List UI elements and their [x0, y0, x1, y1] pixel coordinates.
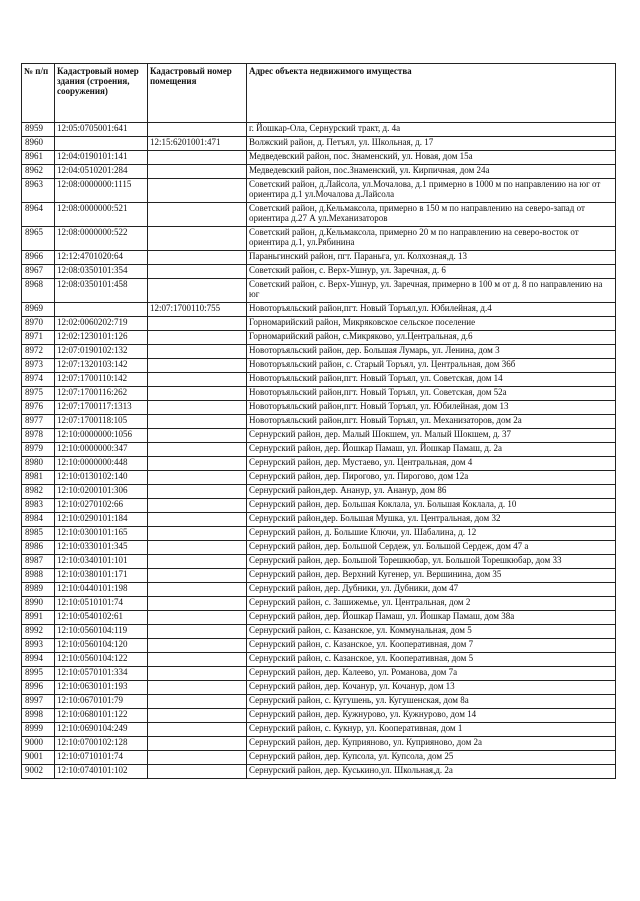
address: Сернурский район, дер. Мустаево, ул. Центральная, дом 4	[247, 457, 616, 471]
premises-cadastral-number	[148, 123, 247, 137]
building-cadastral-number: 12:07:1700117:1313	[55, 401, 148, 415]
row-number: 8977	[22, 415, 55, 429]
row-number: 8999	[22, 723, 55, 737]
address: Сернурский район, с. Казанское, ул. Коммунальная, дом 5	[247, 625, 616, 639]
premises-cadastral-number	[148, 513, 247, 527]
address: Советский район, д.Лайсола, ул.Мочалова, д.1 примерно в 1000 м по направлению на юг от ориентира д.1 ул.Мочалова д.Лайсола	[247, 179, 616, 203]
building-cadastral-number: 12:10:0630101:193	[55, 681, 148, 695]
address: Новоторъяльский район,пгт. Новый Торъял, ул. Механизаторов, дом 2а	[247, 415, 616, 429]
premises-cadastral-number	[148, 751, 247, 765]
table-row	[22, 471, 616, 485]
address: Горномарийский район, с.Микряково, ул.Центральная, д.6	[247, 331, 616, 345]
table-row	[22, 555, 616, 569]
table-row	[22, 331, 616, 345]
row-number: 8988	[22, 569, 55, 583]
premises-cadastral-number	[148, 415, 247, 429]
address: Советский район, с. Верх-Ушнур, ул. Заречная, д. 6	[247, 265, 616, 279]
address: Сернурский район, дер. Йошкар Памаш, ул. Йошкар Памаш, д. 2а	[247, 443, 616, 457]
premises-cadastral-number	[148, 443, 247, 457]
address: Сернурский район, дер. Большая Коклала, ул. Большая Коклала, д. 10	[247, 499, 616, 513]
building-cadastral-number: 12:10:0000000:347	[55, 443, 148, 457]
table-row	[22, 359, 616, 373]
address: Советский район, д.Кельмаксола, примерно в 150 м по направлению на северо-запад от ориентира д.27 А ул.Механизаторов	[247, 203, 616, 227]
address: Сернурский район, дер. Пирогово, ул. Пирогово, дом 12а	[247, 471, 616, 485]
address: Горномарийский район, Микряковское сельское поселение	[247, 317, 616, 331]
premises-cadastral-number	[148, 681, 247, 695]
building-cadastral-number: 12:10:0570101:334	[55, 667, 148, 681]
row-number: 8971	[22, 331, 55, 345]
premises-cadastral-number	[148, 625, 247, 639]
premises-cadastral-number	[148, 667, 247, 681]
building-cadastral-number: 12:10:0510101:74	[55, 597, 148, 611]
address: Сернурский район, дер. Кужнурово, ул. Кужнурово, дом 14	[247, 709, 616, 723]
address: Сернурский район, дер. Дубники, ул. Дубники, дом 47	[247, 583, 616, 597]
row-number: 8976	[22, 401, 55, 415]
table-row	[22, 513, 616, 527]
table-row	[22, 123, 616, 137]
building-cadastral-number: 12:10:0670101:79	[55, 695, 148, 709]
address: Медведевский район, пос. Знаменский, ул. Новая, дом 15а	[247, 151, 616, 165]
building-cadastral-number: 12:10:0000000:448	[55, 457, 148, 471]
address: Сернурский район, дер. Куприяново, ул. Куприяново, дом 2а	[247, 737, 616, 751]
row-number: 8963	[22, 179, 55, 203]
address: Советский район, д.Кельмаксола, примерно 20 м по направлению на северо-восток от ориентира д.1, ул.Рябинина	[247, 227, 616, 251]
premises-cadastral-number	[148, 583, 247, 597]
building-cadastral-number: 12:12:4701020:64	[55, 251, 148, 265]
premises-cadastral-number	[148, 471, 247, 485]
table-row	[22, 499, 616, 513]
building-cadastral-number: 12:10:0340101:101	[55, 555, 148, 569]
building-cadastral-number: 12:10:0200101:306	[55, 485, 148, 499]
building-cadastral-number: 12:10:0540102:61	[55, 611, 148, 625]
table-row	[22, 709, 616, 723]
address: Сернурский район, дер. Верхний Кугенер, ул. Вершинина, дом 35	[247, 569, 616, 583]
table-row	[22, 151, 616, 165]
premises-cadastral-number	[148, 345, 247, 359]
row-number: 8974	[22, 373, 55, 387]
premises-cadastral-number	[148, 359, 247, 373]
address: Волжский район, д. Петъял, ул. Школьная, д. 17	[247, 137, 616, 151]
table-row	[22, 583, 616, 597]
premises-cadastral-number	[148, 429, 247, 443]
premises-cadastral-number	[148, 203, 247, 227]
row-number: 8989	[22, 583, 55, 597]
address: Новоторъяльский район,пгт. Новый Торъял, ул. Советская, дом 14	[247, 373, 616, 387]
building-cadastral-number	[55, 303, 148, 317]
address: Новоторъяльский район, с. Старый Торъял, ул. Центральная, дом 36б	[247, 359, 616, 373]
building-cadastral-number: 12:07:1700116:262	[55, 387, 148, 401]
table-body	[22, 123, 616, 779]
building-cadastral-number	[55, 137, 148, 151]
premises-cadastral-number	[148, 723, 247, 737]
table-row	[22, 443, 616, 457]
building-cadastral-number: 12:07:1700118:105	[55, 415, 148, 429]
premises-cadastral-number	[148, 485, 247, 499]
building-cadastral-number: 12:10:0680101:122	[55, 709, 148, 723]
table-row	[22, 251, 616, 265]
row-number: 8991	[22, 611, 55, 625]
premises-cadastral-number	[148, 569, 247, 583]
row-number: 8987	[22, 555, 55, 569]
building-cadastral-number: 12:08:0000000:522	[55, 227, 148, 251]
premises-cadastral-number	[148, 387, 247, 401]
table-row	[22, 653, 616, 667]
table-row	[22, 639, 616, 653]
row-number: 8981	[22, 471, 55, 485]
row-number: 8972	[22, 345, 55, 359]
row-number: 8961	[22, 151, 55, 165]
address: Сернурский район, дер. Купсола, ул. Купсола, дом 25	[247, 751, 616, 765]
building-cadastral-number: 12:05:0705001:641	[55, 123, 148, 137]
building-cadastral-number: 12:04:0190101:141	[55, 151, 148, 165]
address: г. Йошкар-Ола, Сернурский тракт, д. 4а	[247, 123, 616, 137]
building-cadastral-number: 12:10:0130102:140	[55, 471, 148, 485]
table-row	[22, 415, 616, 429]
premises-cadastral-number	[148, 597, 247, 611]
row-number: 8979	[22, 443, 55, 457]
building-cadastral-number: 12:10:0740101:102	[55, 765, 148, 779]
address: Сернурский район, дер. Йошкар Памаш, ул. Йошкар Памаш, дом 38а	[247, 611, 616, 625]
row-number: 9001	[22, 751, 55, 765]
building-cadastral-number: 12:10:0300101:165	[55, 527, 148, 541]
building-cadastral-number: 12:02:0060202:719	[55, 317, 148, 331]
building-cadastral-number: 12:02:1230101:126	[55, 331, 148, 345]
address: Параньгинский район, пгт. Параньга, ул. Колхозная,д. 13	[247, 251, 616, 265]
premises-cadastral-number	[148, 639, 247, 653]
row-number: 8973	[22, 359, 55, 373]
row-number: 9002	[22, 765, 55, 779]
row-number: 8965	[22, 227, 55, 251]
table-header-row	[22, 64, 616, 123]
premises-cadastral-number	[148, 279, 247, 303]
premises-cadastral-number: 12:15:6201001:471	[148, 137, 247, 151]
building-cadastral-number: 12:04:0510201:284	[55, 165, 148, 179]
premises-cadastral-number	[148, 251, 247, 265]
table-row	[22, 625, 616, 639]
address: Сернурский район, дер. Калеево, ул. Романова, дом 7а	[247, 667, 616, 681]
row-number: 8995	[22, 667, 55, 681]
premises-cadastral-number	[148, 541, 247, 555]
row-number: 8975	[22, 387, 55, 401]
row-number: 8994	[22, 653, 55, 667]
registry-table-container	[21, 63, 616, 779]
row-number: 8982	[22, 485, 55, 499]
row-number: 8967	[22, 265, 55, 279]
table-row	[22, 751, 616, 765]
address: Новоторъяльский район, дер. Большая Лумарь, ул. Ленина, дом 3	[247, 345, 616, 359]
row-number: 8985	[22, 527, 55, 541]
building-cadastral-number: 12:07:1700110:142	[55, 373, 148, 387]
table-row	[22, 387, 616, 401]
table-row	[22, 317, 616, 331]
premises-cadastral-number	[148, 331, 247, 345]
header-address: Адрес объекта недвижимого имущества	[247, 64, 616, 123]
building-cadastral-number: 12:10:0440101:198	[55, 583, 148, 597]
building-cadastral-number: 12:10:0000000:1056	[55, 429, 148, 443]
table-row	[22, 137, 616, 151]
table-row	[22, 457, 616, 471]
building-cadastral-number: 12:10:0330101:345	[55, 541, 148, 555]
address: Сернурский район, дер. Большой Сердеж, ул. Большой Сердеж, дом 47 а	[247, 541, 616, 555]
address: Сернурский район, д. Большие Ключи, ул. Шабалина, д. 12	[247, 527, 616, 541]
address: Новоторъяльский район,пгт. Новый Торъял,ул. Юбилейная, д.4	[247, 303, 616, 317]
premises-cadastral-number	[148, 401, 247, 415]
building-cadastral-number: 12:10:0290101:184	[55, 513, 148, 527]
building-cadastral-number: 12:10:0270102:66	[55, 499, 148, 513]
table-row	[22, 203, 616, 227]
address: Сернурский район, дер. Малый Шокшем, ул. Малый Шокшем, д. 37	[247, 429, 616, 443]
premises-cadastral-number	[148, 373, 247, 387]
address: Новоторъяльский район,пгт. Новый Торъял, ул. Юбилейная, дом 13	[247, 401, 616, 415]
building-cadastral-number: 12:10:0700102:128	[55, 737, 148, 751]
building-cadastral-number: 12:10:0560104:122	[55, 653, 148, 667]
address: Сернурский район, с. Кукнур, ул. Кооперативная, дом 1	[247, 723, 616, 737]
address: Сернурский район, дер. Куськино,ул. Школьная,д. 2а	[247, 765, 616, 779]
row-number: 8968	[22, 279, 55, 303]
property-registry-table	[21, 63, 616, 779]
address: Сернурский район, с. Зашижемье, ул. Центральная, дом 2	[247, 597, 616, 611]
address: Сернурский район,дер. Ананур, ул. Ананур, дом 86	[247, 485, 616, 499]
table-row	[22, 485, 616, 499]
row-number: 8964	[22, 203, 55, 227]
table-row	[22, 541, 616, 555]
premises-cadastral-number	[148, 227, 247, 251]
premises-cadastral-number	[148, 151, 247, 165]
table-row	[22, 667, 616, 681]
building-cadastral-number: 12:07:1320103:142	[55, 359, 148, 373]
header-premises-cadastral: Кадастровый номер помещения	[148, 64, 247, 123]
row-number: 8983	[22, 499, 55, 513]
table-row	[22, 681, 616, 695]
address: Медведевский район, пос.Знаменский, ул. Кирпичная, дом 24а	[247, 165, 616, 179]
premises-cadastral-number	[148, 265, 247, 279]
building-cadastral-number: 12:10:0690104:249	[55, 723, 148, 737]
row-number: 8997	[22, 695, 55, 709]
header-number: № п/п	[22, 64, 55, 123]
table-row	[22, 527, 616, 541]
header-building-cadastral: Кадастровый номер здания (строения, сооружения)	[55, 64, 148, 123]
table-row	[22, 303, 616, 317]
table-row	[22, 165, 616, 179]
row-number: 8998	[22, 709, 55, 723]
table-row	[22, 373, 616, 387]
address: Сернурский район, с. Казанское, ул. Кооперативная, дом 7	[247, 639, 616, 653]
table-row	[22, 401, 616, 415]
building-cadastral-number: 12:10:0560104:119	[55, 625, 148, 639]
building-cadastral-number: 12:08:0350101:458	[55, 279, 148, 303]
building-cadastral-number: 12:07:0190102:132	[55, 345, 148, 359]
address: Новоторъяльский район,пгт. Новый Торъял, ул. Советская, дом 52а	[247, 387, 616, 401]
premises-cadastral-number	[148, 765, 247, 779]
row-number: 8978	[22, 429, 55, 443]
premises-cadastral-number	[148, 611, 247, 625]
table-row	[22, 265, 616, 279]
premises-cadastral-number: 12:07:1700110:755	[148, 303, 247, 317]
table-row	[22, 179, 616, 203]
address: Сернурский район, дер. Большой Торешкюбар, ул. Большой Торешкюбар, дом 33	[247, 555, 616, 569]
address: Сернурский район, с. Кугушень, ул. Кугушенская, дом 8а	[247, 695, 616, 709]
table-row	[22, 569, 616, 583]
premises-cadastral-number	[148, 527, 247, 541]
row-number: 9000	[22, 737, 55, 751]
row-number: 8960	[22, 137, 55, 151]
building-cadastral-number: 12:10:0380101:171	[55, 569, 148, 583]
row-number: 8986	[22, 541, 55, 555]
table-row	[22, 227, 616, 251]
row-number: 8970	[22, 317, 55, 331]
premises-cadastral-number	[148, 457, 247, 471]
address: Советский район, с. Верх-Ушнур, ул. Заречная, примерно в 100 м от д. 8 по направлению на юг	[247, 279, 616, 303]
premises-cadastral-number	[148, 317, 247, 331]
row-number: 8966	[22, 251, 55, 265]
table-row	[22, 597, 616, 611]
row-number: 8993	[22, 639, 55, 653]
building-cadastral-number: 12:08:0000000:1115	[55, 179, 148, 203]
address: Сернурский район, с. Казанское, ул. Кооперативная, дом 5	[247, 653, 616, 667]
building-cadastral-number: 12:10:0560104:120	[55, 639, 148, 653]
premises-cadastral-number	[148, 499, 247, 513]
row-number: 8992	[22, 625, 55, 639]
row-number: 8996	[22, 681, 55, 695]
premises-cadastral-number	[148, 179, 247, 203]
premises-cadastral-number	[148, 737, 247, 751]
premises-cadastral-number	[148, 165, 247, 179]
building-cadastral-number: 12:08:0000000:521	[55, 203, 148, 227]
row-number: 8959	[22, 123, 55, 137]
row-number: 8984	[22, 513, 55, 527]
premises-cadastral-number	[148, 709, 247, 723]
row-number: 8962	[22, 165, 55, 179]
premises-cadastral-number	[148, 695, 247, 709]
row-number: 8980	[22, 457, 55, 471]
table-row	[22, 429, 616, 443]
address: Сернурский район, дер. Кочанур, ул. Кочанур, дом 13	[247, 681, 616, 695]
premises-cadastral-number	[148, 653, 247, 667]
row-number: 8969	[22, 303, 55, 317]
building-cadastral-number: 12:10:0710101:74	[55, 751, 148, 765]
table-row	[22, 723, 616, 737]
table-row	[22, 345, 616, 359]
premises-cadastral-number	[148, 555, 247, 569]
building-cadastral-number: 12:08:0350101:354	[55, 265, 148, 279]
table-row	[22, 611, 616, 625]
table-row	[22, 695, 616, 709]
table-row	[22, 279, 616, 303]
address: Сернурский район,дер. Большая Мушка, ул. Центральная, дом 32	[247, 513, 616, 527]
table-row	[22, 765, 616, 779]
row-number: 8990	[22, 597, 55, 611]
table-row	[22, 737, 616, 751]
